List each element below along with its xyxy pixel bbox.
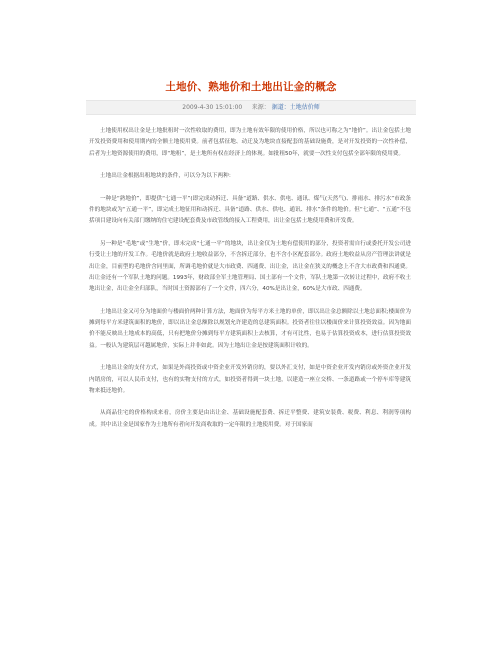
paragraph: 土地出让金根据出租地块的条件，可以分为以下两种： xyxy=(100,173,235,180)
paragraph: 土地出让金又可分为地面价与楼面价两种计算方法，地面价为每平方米土地的单价，即以出让金总额除以土地总面积;楼面价为摊到每平方米建筑面积的地价，即以出让金总额除以规划允许建造的总建筑面积。投资者往往以楼面价来计算投资效益。因为地面价不能反映出土地成本的高低，只有把地价分摊到每平方建筑面积上去核算，才有可比性，也易于估算投资成本，进行估算投资效益。一般认为建筑层可越属地价，实际上并非如此。因为土地出让金是按建筑面积计收的。 xyxy=(89,308,411,349)
source-label: 来源： xyxy=(251,104,270,111)
publish-date: 2009-4-30 15:01:00 xyxy=(182,104,243,111)
paragraph: 土地出让金的支付方式，如果是外商投资或中资企业开发外销房的，要以外汇支付，如是中资企业开发内销房或外资企业开发内销房的，可以人民币支付，也有的实物支付的方式，如投资者得到一块土地，以建造一座立交桥、一条道路或一个停车库等建筑物来抵还地价。 xyxy=(89,365,411,394)
article-meta xyxy=(86,100,416,115)
paragraph: 另一种是“毛地”或“生地”价，即未完成“七通一平”的地块，出让金仅为土地有偿使用的部分，投资者需自行或委托开发公司进行受让土地的开发工作。毛地价就是政府土地收益部分，不含拆迁部分，也不含小区配套部分。政府土地收益从房产管理法讲就是出让金，目前型的毛地价含同里面，所调毛地价就是大市政费、四通费、出让金，出让金在狭义的概念上不含大市政费和四通费。出让金还有一个军队土地的问题。1993年，财政部全军土地管理局、国土部有一个文件，军队土地第一次转让过程中，政府不收土地出让金，出让金全归部队，当时国土资源部有了一个文件，四六分，40%是出让金，60%是大市政、四通费。 xyxy=(89,240,411,293)
source-link[interactable]: 据道：土地估价师 xyxy=(271,104,320,111)
paragraph: 一种是“熟地价”，即提供“七通一平”(即完成动拆迁、具备“道路、供水、供电、通讯、煤气(天然气)、排雨水、排污水”市政条件的地块或为“五通一平”，即完成土地征用和动拆迁、具备“道路、供水、供电、通讯、排水”条件的地价。但“七通”、“五通”不包括项目建设向有关部门缴纳的住宅建设配套费及市政管线的接入工程费用，出让金包括土地使用费和开发费。 xyxy=(89,195,411,225)
paragraph: 土地使用权出让金是土地批租时一次性收取的费用，即为土地有效年限的使用价格，所以也可称之为“地价”。出让金包括土地开发投资费用和使用期内的全额土地使用费。前者包括征地、动迁及为地块直接配套的基础设施费，是对开发投资的一次性补偿，后者为土地资源使用的费用，即“地租”，是土地所有权在经济上的体现。如批租50年，就要一次性支付包括全部年限的使用费。 xyxy=(89,128,411,157)
paragraph: 从商品住宅的价格构成来看，房价主要是由出让金、基础设施配套费、拆迁平整费、建筑安装费、税费、利息、利润等项构成。其中出让金是国家作为土地所有者向开发商收取的一定年限的土地使用费。对于国家而 xyxy=(89,410,411,428)
article-title: 土地价、熟地价和土地出让金的概念 xyxy=(165,81,337,93)
article-body xyxy=(89,126,411,442)
